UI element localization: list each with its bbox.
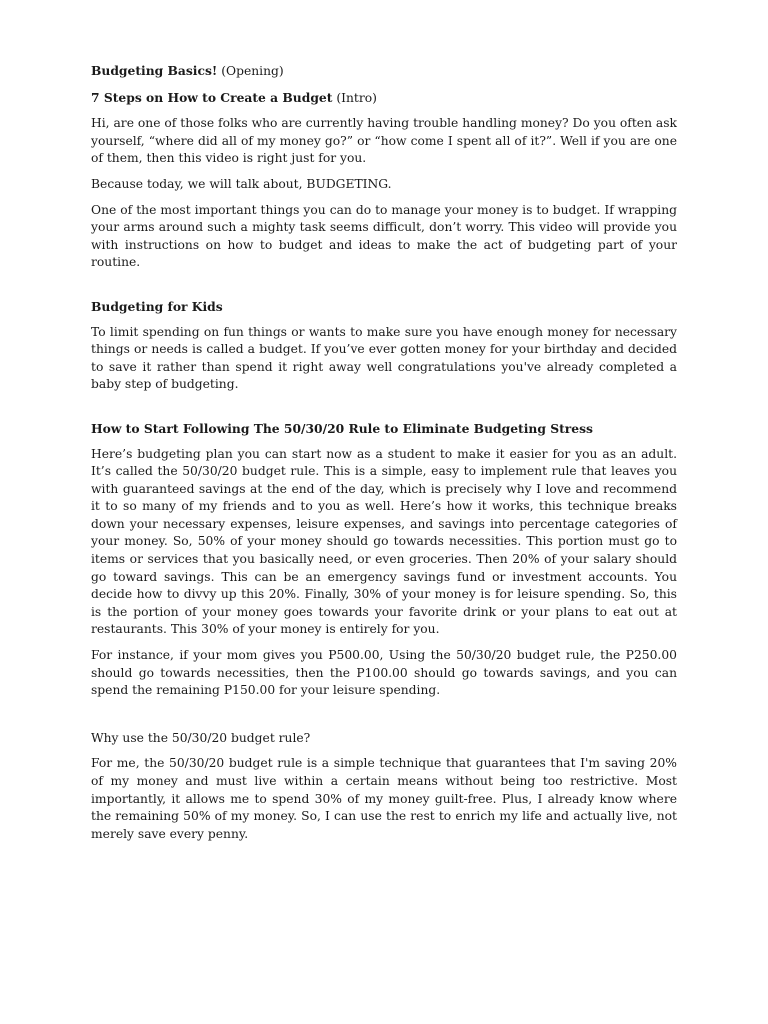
intro-heading-note: (Intro) bbox=[332, 90, 377, 105]
opening-heading-note: (Opening) bbox=[217, 64, 284, 78]
today-line: Because today, we will talk about, BUDGETING. bbox=[91, 176, 392, 191]
intro-heading-bold: 7 Steps on How to Create a Budget bbox=[91, 89, 333, 105]
why-paragraph: For me, the 50/30/20 budget rule is a simple technique that guarantees that I'm saving 20% of my money and must live within a certain means without being too restrictive. Most importantly, it allows me to spend 30% of my money guilt-free. Plus, I already know where the remaining 50% of my money. So, I can use the rest to enrich my life and actually live, not merely save every penny. bbox=[91, 756, 677, 841]
opening-heading-bold: Budgeting Basics! bbox=[91, 63, 218, 78]
kids-paragraph: To limit spending on fun things or wants to make sure you have enough money for necessary things or needs is called a budget. If you’ve ever gotten money for your birthday and decided to save it rather than spend it right away well congratulations you've already completed a baby step of budgeting. bbox=[91, 324, 677, 392]
spacer bbox=[91, 280, 677, 298]
instance-paragraph: For instance, if your mom gives you P500.00, Using the 50/30/20 budget rule, the P250.00 should go towards necessities, then the P100.00 should go towards savings, and you can spend the remaining P150.00 for your leisure spending. bbox=[91, 648, 677, 698]
kids-heading: Budgeting for Kids bbox=[91, 298, 223, 314]
intro-heading bbox=[91, 89, 677, 108]
opening-heading bbox=[91, 62, 677, 81]
spacer bbox=[91, 708, 677, 730]
important-paragraph: One of the most important things you can do to manage your money is to budget. If wrapping your arms around such a mighty task seems difficult, don’t worry. This video will provide you with instructions on how to budget and ideas to make the act of budgeting part of your routine. bbox=[91, 202, 677, 270]
spacer bbox=[91, 402, 677, 420]
rule-heading: How to Start Following The 50/30/20 Rule to Eliminate Budgeting Stress bbox=[91, 420, 593, 436]
why-heading: Why use the 50/30/20 budget rule? bbox=[91, 730, 311, 745]
intro-paragraph: Hi, are one of those folks who are currently having trouble handling money? Do you often ask yourself, “where did all of my money go?” or “how come I spent all of it?”. Well if you are one of them, then this video is right just for you. bbox=[91, 116, 677, 166]
rule-paragraph: Here’s budgeting plan you can start now as a student to make it easier for you as an adult. It’s called the 50/30/20 budget rule. This is a simple, easy to implement rule that leaves you with guaranteed savings at the end of the day, which is precisely why I love and recommend it to so many of my friends and to you as well. Here’s how it works, this technique breaks down your necessary expenses, leisure expenses, and savings into percentage categories of your money. So, 50% of your money should go towards necessities. This portion must go to items or services that you basically need, or even groceries. Then 20% of your salary should go toward savings. This can be an emergency savings fund or investment accounts. You decide how to divvy up this 20%. Finally, 30% of your money is for leisure spending. So, this is the portion of your money goes towards your favorite drink or your plans to eat out at restaurants. This 30% of your money is entirely for you. bbox=[91, 446, 677, 637]
document-page bbox=[91, 62, 677, 851]
